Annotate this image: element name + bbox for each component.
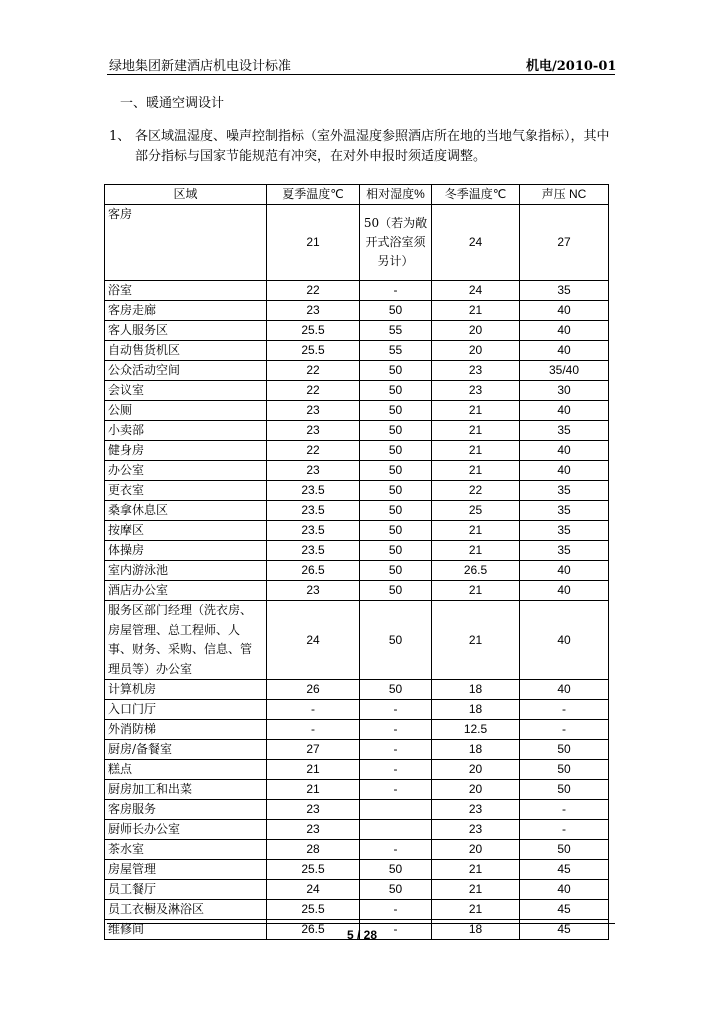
cell-humidity: - <box>360 840 432 860</box>
table-row <box>105 800 609 820</box>
cell-nc: 35 <box>520 521 609 541</box>
cell-summer-temp: - <box>267 700 360 720</box>
cell-summer-temp: 25.5 <box>267 900 360 920</box>
cell-humidity: 50 <box>360 601 432 680</box>
cell-humidity: 50 <box>360 521 432 541</box>
header-divider <box>107 74 615 75</box>
table-row <box>105 401 609 421</box>
table-row <box>105 441 609 461</box>
table-row <box>105 581 609 601</box>
cell-summer-temp: 24 <box>267 601 360 680</box>
cell-winter-temp: 18 <box>432 700 520 720</box>
cell-area: 糕点 <box>105 760 267 780</box>
cell-area: 入口门厅 <box>105 700 267 720</box>
cell-summer-temp: 26 <box>267 680 360 700</box>
cell-winter-temp: 23 <box>432 800 520 820</box>
cell-winter-temp: 20 <box>432 760 520 780</box>
cell-area: 外消防梯 <box>105 720 267 740</box>
table-row <box>105 561 609 581</box>
cell-humidity: 50 <box>360 441 432 461</box>
cell-area: 服务区部门经理（洗衣房、房屋管理、总工程师、人事、财务、采购、信息、管理员等）办公室 <box>105 601 267 680</box>
cell-winter-temp: 23 <box>432 361 520 381</box>
cell-nc: 40 <box>520 880 609 900</box>
table-row <box>105 481 609 501</box>
cell-winter-temp: 21 <box>432 441 520 461</box>
table-row <box>105 321 609 341</box>
cell-area: 桑拿休息区 <box>105 501 267 521</box>
cell-area: 公厕 <box>105 401 267 421</box>
table-row <box>105 820 609 840</box>
cell-winter-temp: 21 <box>432 461 520 481</box>
cell-area: 公众活动空间 <box>105 361 267 381</box>
cell-winter-temp: 21 <box>432 541 520 561</box>
cell-humidity: 55 <box>360 321 432 341</box>
page-number: 5 / 28 <box>346 928 378 942</box>
cell-summer-temp: 23 <box>267 581 360 601</box>
cell-humidity: 50 <box>360 361 432 381</box>
header-nc: 声压 NC <box>520 185 609 205</box>
cell-humidity: 50 <box>360 501 432 521</box>
cell-summer-temp: 22 <box>267 281 360 301</box>
cell-summer-temp: 23 <box>267 301 360 321</box>
cell-humidity: 50（若为敞开式浴室须另计） <box>360 205 432 281</box>
footer-divider <box>107 923 615 924</box>
table-row <box>105 860 609 880</box>
cell-nc: 40 <box>520 581 609 601</box>
cell-humidity: 50 <box>360 481 432 501</box>
cell-area: 房屋管理 <box>105 860 267 880</box>
table-row <box>105 205 609 281</box>
table-row <box>105 840 609 860</box>
cell-winter-temp: 21 <box>432 421 520 441</box>
table-row <box>105 501 609 521</box>
cell-humidity: 50 <box>360 860 432 880</box>
cell-nc: - <box>520 700 609 720</box>
cell-summer-temp: 23 <box>267 820 360 840</box>
table-row <box>105 361 609 381</box>
cell-area: 厨房加工和出菜 <box>105 780 267 800</box>
cell-winter-temp: 24 <box>432 205 520 281</box>
cell-winter-temp: 26.5 <box>432 561 520 581</box>
table-row <box>105 680 609 700</box>
cell-winter-temp: 21 <box>432 401 520 421</box>
cell-area: 酒店办公室 <box>105 581 267 601</box>
cell-humidity: - <box>360 780 432 800</box>
table-body <box>105 205 609 940</box>
cell-summer-temp: 21 <box>267 205 360 281</box>
cell-winter-temp: 24 <box>432 281 520 301</box>
cell-area: 室内游泳池 <box>105 561 267 581</box>
cell-area: 客房 <box>105 205 267 281</box>
cell-winter-temp: 18 <box>432 680 520 700</box>
cell-humidity: 50 <box>360 561 432 581</box>
cell-humidity: 50 <box>360 880 432 900</box>
cell-summer-temp: 26.5 <box>267 920 360 940</box>
cell-summer-temp: 25.5 <box>267 860 360 880</box>
header-doc-code: 机电/2010-01 <box>526 59 617 74</box>
intro-paragraph <box>109 127 615 167</box>
cell-winter-temp: 23 <box>432 820 520 840</box>
cell-nc: 50 <box>520 740 609 760</box>
cell-summer-temp: 23 <box>267 461 360 481</box>
cell-nc: 50 <box>520 780 609 800</box>
cell-nc: 45 <box>520 900 609 920</box>
cell-winter-temp: 21 <box>432 601 520 680</box>
cell-winter-temp: 23 <box>432 381 520 401</box>
cell-winter-temp: 21 <box>432 880 520 900</box>
cell-area: 体操房 <box>105 541 267 561</box>
table-row <box>105 281 609 301</box>
cell-summer-temp: - <box>267 720 360 740</box>
cell-summer-temp: 26.5 <box>267 561 360 581</box>
cell-humidity <box>360 800 432 820</box>
cell-nc: 40 <box>520 601 609 680</box>
table-row <box>105 760 609 780</box>
cell-winter-temp: 21 <box>432 900 520 920</box>
table-row <box>105 541 609 561</box>
cell-summer-temp: 23.5 <box>267 541 360 561</box>
cell-summer-temp: 23.5 <box>267 501 360 521</box>
cell-nc: 50 <box>520 840 609 860</box>
cell-summer-temp: 22 <box>267 361 360 381</box>
cell-humidity: - <box>360 740 432 760</box>
cell-winter-temp: 12.5 <box>432 720 520 740</box>
cell-nc: 35 <box>520 501 609 521</box>
cell-humidity: 50 <box>360 680 432 700</box>
header-humidity: 相对湿度% <box>360 185 432 205</box>
table-row <box>105 421 609 441</box>
cell-area: 厨师长办公室 <box>105 820 267 840</box>
paragraph-text: 各区域温湿度、噪声控制指标（室外温湿度参照酒店所在地的当地气象指标），其中部分指标与国家节能规范有冲突，在对外申报时须适度调整。 <box>135 129 610 164</box>
cell-nc: 35 <box>520 421 609 441</box>
cell-nc: 50 <box>520 760 609 780</box>
header-title: 绿地集团新建酒店机电设计标准 <box>109 59 292 74</box>
cell-humidity: 50 <box>360 381 432 401</box>
table-row <box>105 780 609 800</box>
table-row <box>105 381 609 401</box>
cell-summer-temp: 22 <box>267 381 360 401</box>
cell-nc: - <box>520 720 609 740</box>
cell-winter-temp: 20 <box>432 840 520 860</box>
cell-nc: 40 <box>520 341 609 361</box>
cell-summer-temp: 23.5 <box>267 521 360 541</box>
cell-nc: 35 <box>520 281 609 301</box>
hvac-spec-table <box>104 184 609 940</box>
cell-humidity: - <box>360 281 432 301</box>
cell-winter-temp: 18 <box>432 740 520 760</box>
cell-area: 茶水室 <box>105 840 267 860</box>
cell-area: 员工餐厅 <box>105 880 267 900</box>
section-title: 一、暖通空调设计 <box>120 96 225 111</box>
table-row <box>105 461 609 481</box>
cell-summer-temp: 25.5 <box>267 341 360 361</box>
cell-humidity: - <box>360 920 432 940</box>
cell-nc: - <box>520 800 609 820</box>
table-row <box>105 521 609 541</box>
header-summer-temp: 夏季温度℃ <box>267 185 360 205</box>
cell-summer-temp: 28 <box>267 840 360 860</box>
cell-humidity: 50 <box>360 301 432 321</box>
cell-summer-temp: 25.5 <box>267 321 360 341</box>
table-row <box>105 341 609 361</box>
cell-nc: - <box>520 820 609 840</box>
header-area: 区域 <box>105 185 267 205</box>
cell-nc: 35 <box>520 541 609 561</box>
cell-nc: 40 <box>520 561 609 581</box>
cell-nc: 45 <box>520 860 609 880</box>
table-row <box>105 720 609 740</box>
cell-winter-temp: 22 <box>432 481 520 501</box>
cell-humidity: 50 <box>360 581 432 601</box>
cell-area: 更衣室 <box>105 481 267 501</box>
cell-winter-temp: 20 <box>432 780 520 800</box>
cell-area: 健身房 <box>105 441 267 461</box>
table-row <box>105 700 609 720</box>
cell-winter-temp: 18 <box>432 920 520 940</box>
cell-winter-temp: 25 <box>432 501 520 521</box>
cell-humidity: 50 <box>360 421 432 441</box>
cell-area: 客房服务 <box>105 800 267 820</box>
cell-summer-temp: 23 <box>267 421 360 441</box>
cell-humidity <box>360 820 432 840</box>
cell-winter-temp: 21 <box>432 521 520 541</box>
cell-humidity: 50 <box>360 401 432 421</box>
table-header-row <box>105 185 609 205</box>
cell-nc: 35 <box>520 481 609 501</box>
table-row <box>105 900 609 920</box>
cell-area: 客人服务区 <box>105 321 267 341</box>
cell-nc: 40 <box>520 301 609 321</box>
cell-winter-temp: 21 <box>432 860 520 880</box>
cell-nc: 40 <box>520 680 609 700</box>
cell-area: 客房走廊 <box>105 301 267 321</box>
cell-area: 员工衣橱及淋浴区 <box>105 900 267 920</box>
cell-area: 维修间 <box>105 920 267 940</box>
cell-area: 浴室 <box>105 281 267 301</box>
cell-nc: 40 <box>520 461 609 481</box>
cell-humidity: - <box>360 900 432 920</box>
header-winter-temp: 冬季温度℃ <box>432 185 520 205</box>
cell-humidity: - <box>360 760 432 780</box>
table-row <box>105 301 609 321</box>
table-row <box>105 880 609 900</box>
cell-summer-temp: 27 <box>267 740 360 760</box>
cell-summer-temp: 23.5 <box>267 481 360 501</box>
table-row <box>105 740 609 760</box>
cell-winter-temp: 20 <box>432 321 520 341</box>
cell-winter-temp: 20 <box>432 341 520 361</box>
cell-humidity: - <box>360 720 432 740</box>
cell-humidity: - <box>360 700 432 720</box>
cell-winter-temp: 21 <box>432 301 520 321</box>
cell-nc: 40 <box>520 401 609 421</box>
cell-summer-temp: 21 <box>267 780 360 800</box>
cell-humidity: 55 <box>360 341 432 361</box>
cell-nc: 40 <box>520 321 609 341</box>
paragraph-number: 1、 <box>109 129 131 144</box>
cell-nc: 27 <box>520 205 609 281</box>
cell-nc: 35/40 <box>520 361 609 381</box>
cell-summer-temp: 23 <box>267 401 360 421</box>
cell-humidity: 50 <box>360 461 432 481</box>
cell-nc: 45 <box>520 920 609 940</box>
cell-nc: 30 <box>520 381 609 401</box>
cell-summer-temp: 21 <box>267 760 360 780</box>
cell-area: 办公室 <box>105 461 267 481</box>
cell-summer-temp: 23 <box>267 800 360 820</box>
cell-area: 计算机房 <box>105 680 267 700</box>
cell-nc: 40 <box>520 441 609 461</box>
cell-summer-temp: 22 <box>267 441 360 461</box>
table-row <box>105 601 609 680</box>
cell-winter-temp: 21 <box>432 581 520 601</box>
cell-area: 按摩区 <box>105 521 267 541</box>
cell-area: 自动售货机区 <box>105 341 267 361</box>
cell-area: 小卖部 <box>105 421 267 441</box>
cell-humidity: 50 <box>360 541 432 561</box>
cell-summer-temp: 24 <box>267 880 360 900</box>
cell-area: 厨房/备餐室 <box>105 740 267 760</box>
cell-area: 会议室 <box>105 381 267 401</box>
